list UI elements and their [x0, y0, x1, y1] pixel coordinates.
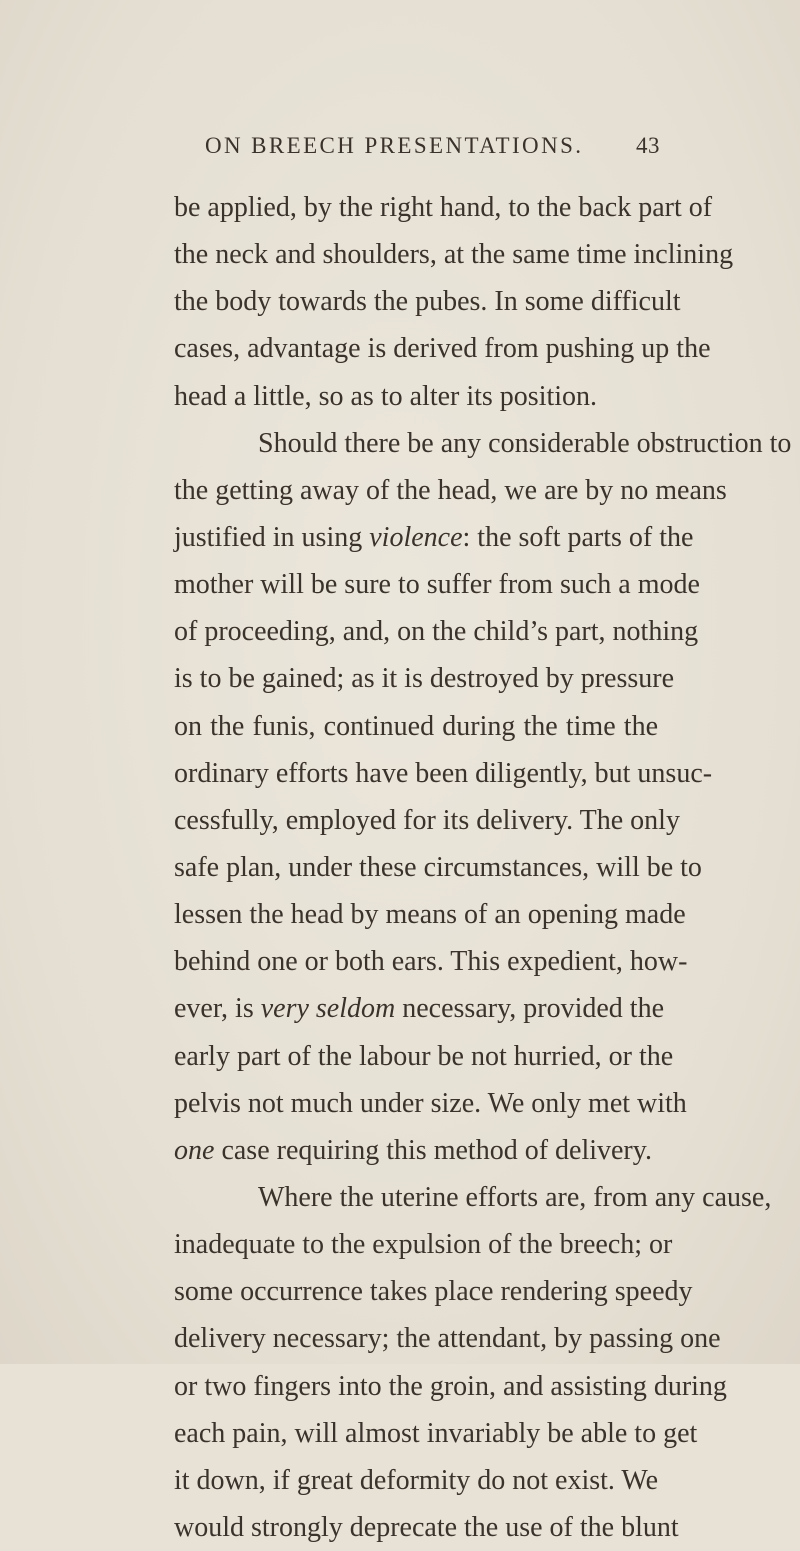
text-line: lessen the head by means of an opening made	[174, 899, 686, 931]
text-line: early part of the labour be not hurried, or the	[174, 1040, 674, 1072]
text-line: the getting away of the head, we are by no means	[174, 474, 727, 506]
text-line: delivery necessary; the attendant, by passing one	[174, 1323, 721, 1355]
running-head	[205, 128, 660, 164]
text-line: is to be gained; as it is destroyed by pressure	[174, 663, 675, 695]
text-run: : the soft parts of the	[462, 521, 694, 553]
text-line: on the funis, continued during the time the	[174, 710, 658, 742]
text-line	[174, 1127, 658, 1174]
text-run: ever, is	[174, 993, 254, 1025]
text-line: head a little, so as to alter its position.	[174, 380, 598, 412]
text-line: Where the uterine efforts are, from any cause,	[258, 1181, 772, 1213]
text-line: be applied, by the right hand, to the back part of	[174, 192, 713, 223]
text-line: inadequate to the expulsion of the breech; or	[174, 1229, 673, 1261]
text-run: justified in using	[174, 521, 363, 553]
text-line: Should there be any considerable obstruction to	[258, 427, 792, 459]
text-line: or two fingers into the groin, and assisting during	[174, 1370, 727, 1402]
text-line: of proceeding, and, on the child’s part, nothing	[174, 616, 699, 648]
text-line: safe plan, under these circumstances, will be to	[174, 851, 702, 883]
page-number: 43	[636, 133, 660, 158]
italic-run: very seldom	[260, 993, 396, 1025]
text-line	[174, 985, 664, 1032]
text-run: case requiring this method of delivery.	[221, 1134, 652, 1166]
text-line: the neck and shoulders, at the same time inclining	[174, 239, 734, 271]
text-run: necessary, provided the	[402, 993, 664, 1025]
italic-run: one	[174, 1134, 215, 1166]
paragraph	[174, 184, 734, 420]
text-line: behind one or both ears. This expedient, how-	[174, 946, 688, 978]
text-line: mother will be sure to suffer from such a mode	[174, 569, 700, 601]
text-line: cases, advantage is derived from pushing up the	[174, 333, 711, 365]
text-line: some occurrence takes place rendering speedy	[174, 1276, 693, 1308]
body-text	[174, 184, 792, 1551]
paragraph	[174, 1174, 772, 1551]
running-head-title: ON BREECH PRESENTATIONS.	[205, 133, 584, 158]
text-line	[174, 514, 694, 561]
text-line: each pain, will almost invariably be able to get	[174, 1417, 698, 1449]
text-line: ordinary efforts have been diligently, but unsuc-	[174, 757, 713, 789]
paragraph	[174, 420, 792, 1174]
text-line: it down, if great deformity do not exist. We	[174, 1464, 659, 1496]
text-line: cessfully, employed for its delivery. The only	[174, 804, 680, 836]
text-line: pelvis not much under size. We only met with	[174, 1087, 687, 1119]
text-line: the body towards the pubes. In some difficult	[174, 286, 681, 318]
italic-run: violence	[369, 521, 463, 553]
text-line: would strongly deprecate the use of the blunt	[174, 1511, 679, 1543]
